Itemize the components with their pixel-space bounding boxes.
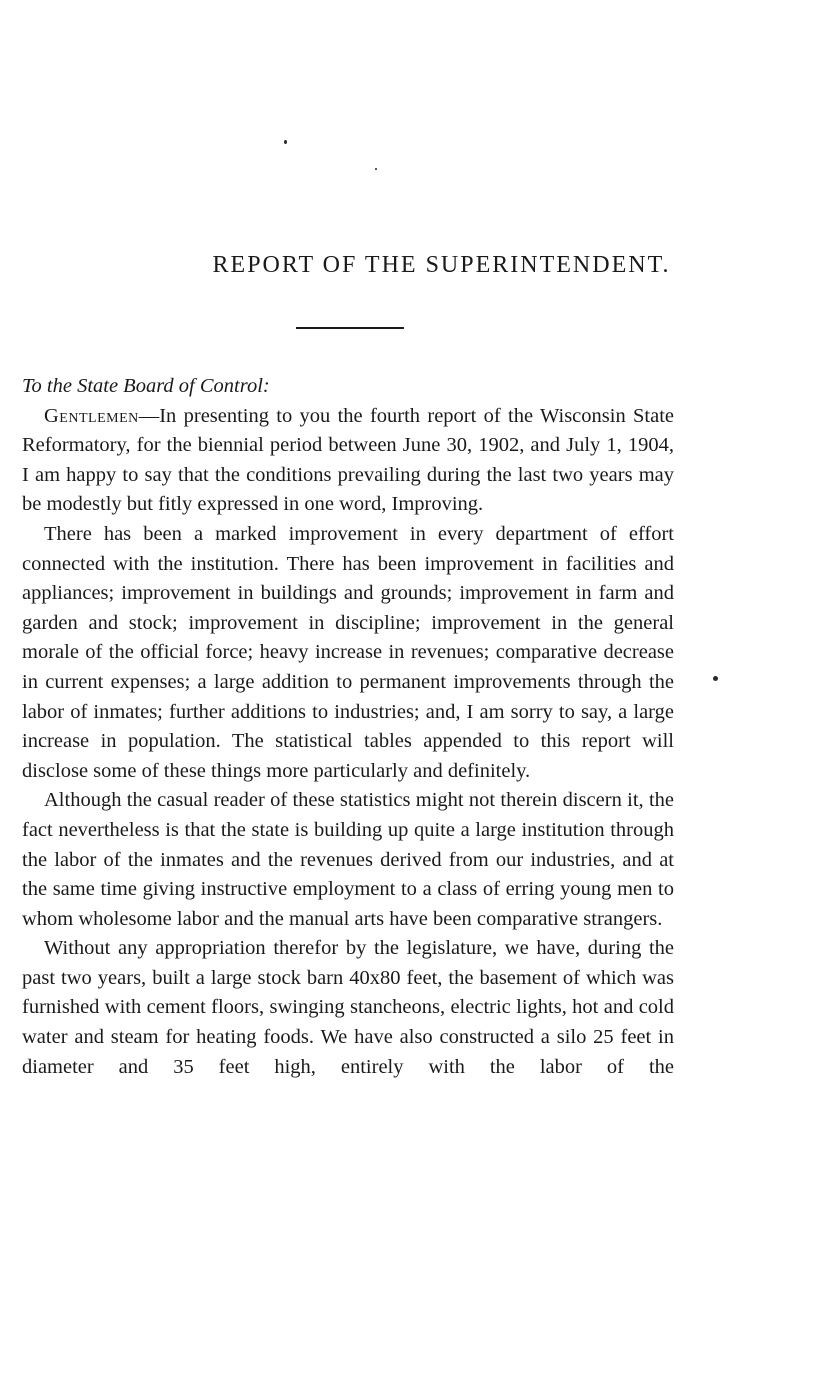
salutation: To the State Board of Control: — [22, 375, 270, 397]
print-speck — [284, 140, 287, 144]
print-speck — [713, 676, 718, 681]
print-speck — [375, 168, 377, 170]
paragraph-1-text: —In presenting to you the fourth report of the Wisconsin State Reformatory, for the biennial period between June 30, 1902, and July 1, 1904, I am happy to say that the conditions prevailing during the last two years may be modestly but fitly expressed in one word, Improving. — [22, 404, 674, 516]
paragraph-3: Although the casual reader of these statistics might not therein discern it, the fact nevertheless is that the state is building up quite a large institution through the labor of the inmates and the revenues derived from our industries, and at the same time giving instructive employment to a class of erring young men to whom wholesome labor and the manual arts have been comparative strangers. — [22, 789, 674, 930]
paragraph-1 — [22, 402, 674, 520]
paragraph-4: Without any appropriation therefor by the legislature, we have, during the past two years, built a large stock barn 40x80 feet, the basement of which was furnished with cement floors, swinging stancheons, electric lights, hot and cold water and steam for heating foods. We have also constructed a silo 25 feet in diameter and 35 feet high, entirely with the labor of the — [22, 937, 674, 1078]
report-body — [22, 372, 674, 1082]
greeting-lead: Gentlemen — [44, 404, 139, 427]
title-divider — [296, 327, 404, 329]
paragraph-2: There has been a marked improvement in every department of effort connected with the institution. There has been improvement in facilities and appliances; improvement in buildings and grounds; improvement in farm and garden and stock; improvement in discipline; improvement in the general morale of the official force; heavy increase in revenues; comparative decrease in current expenses; a large addition to permanent improvements through the labor of inmates; further additions to industries; and, I am sorry to say, a large increase in population. The statistical tables appended to this report will disclose some of these things more particularly and definitely. — [22, 522, 674, 782]
page-title: REPORT OF THE SUPERINTENDENT. — [212, 252, 671, 278]
